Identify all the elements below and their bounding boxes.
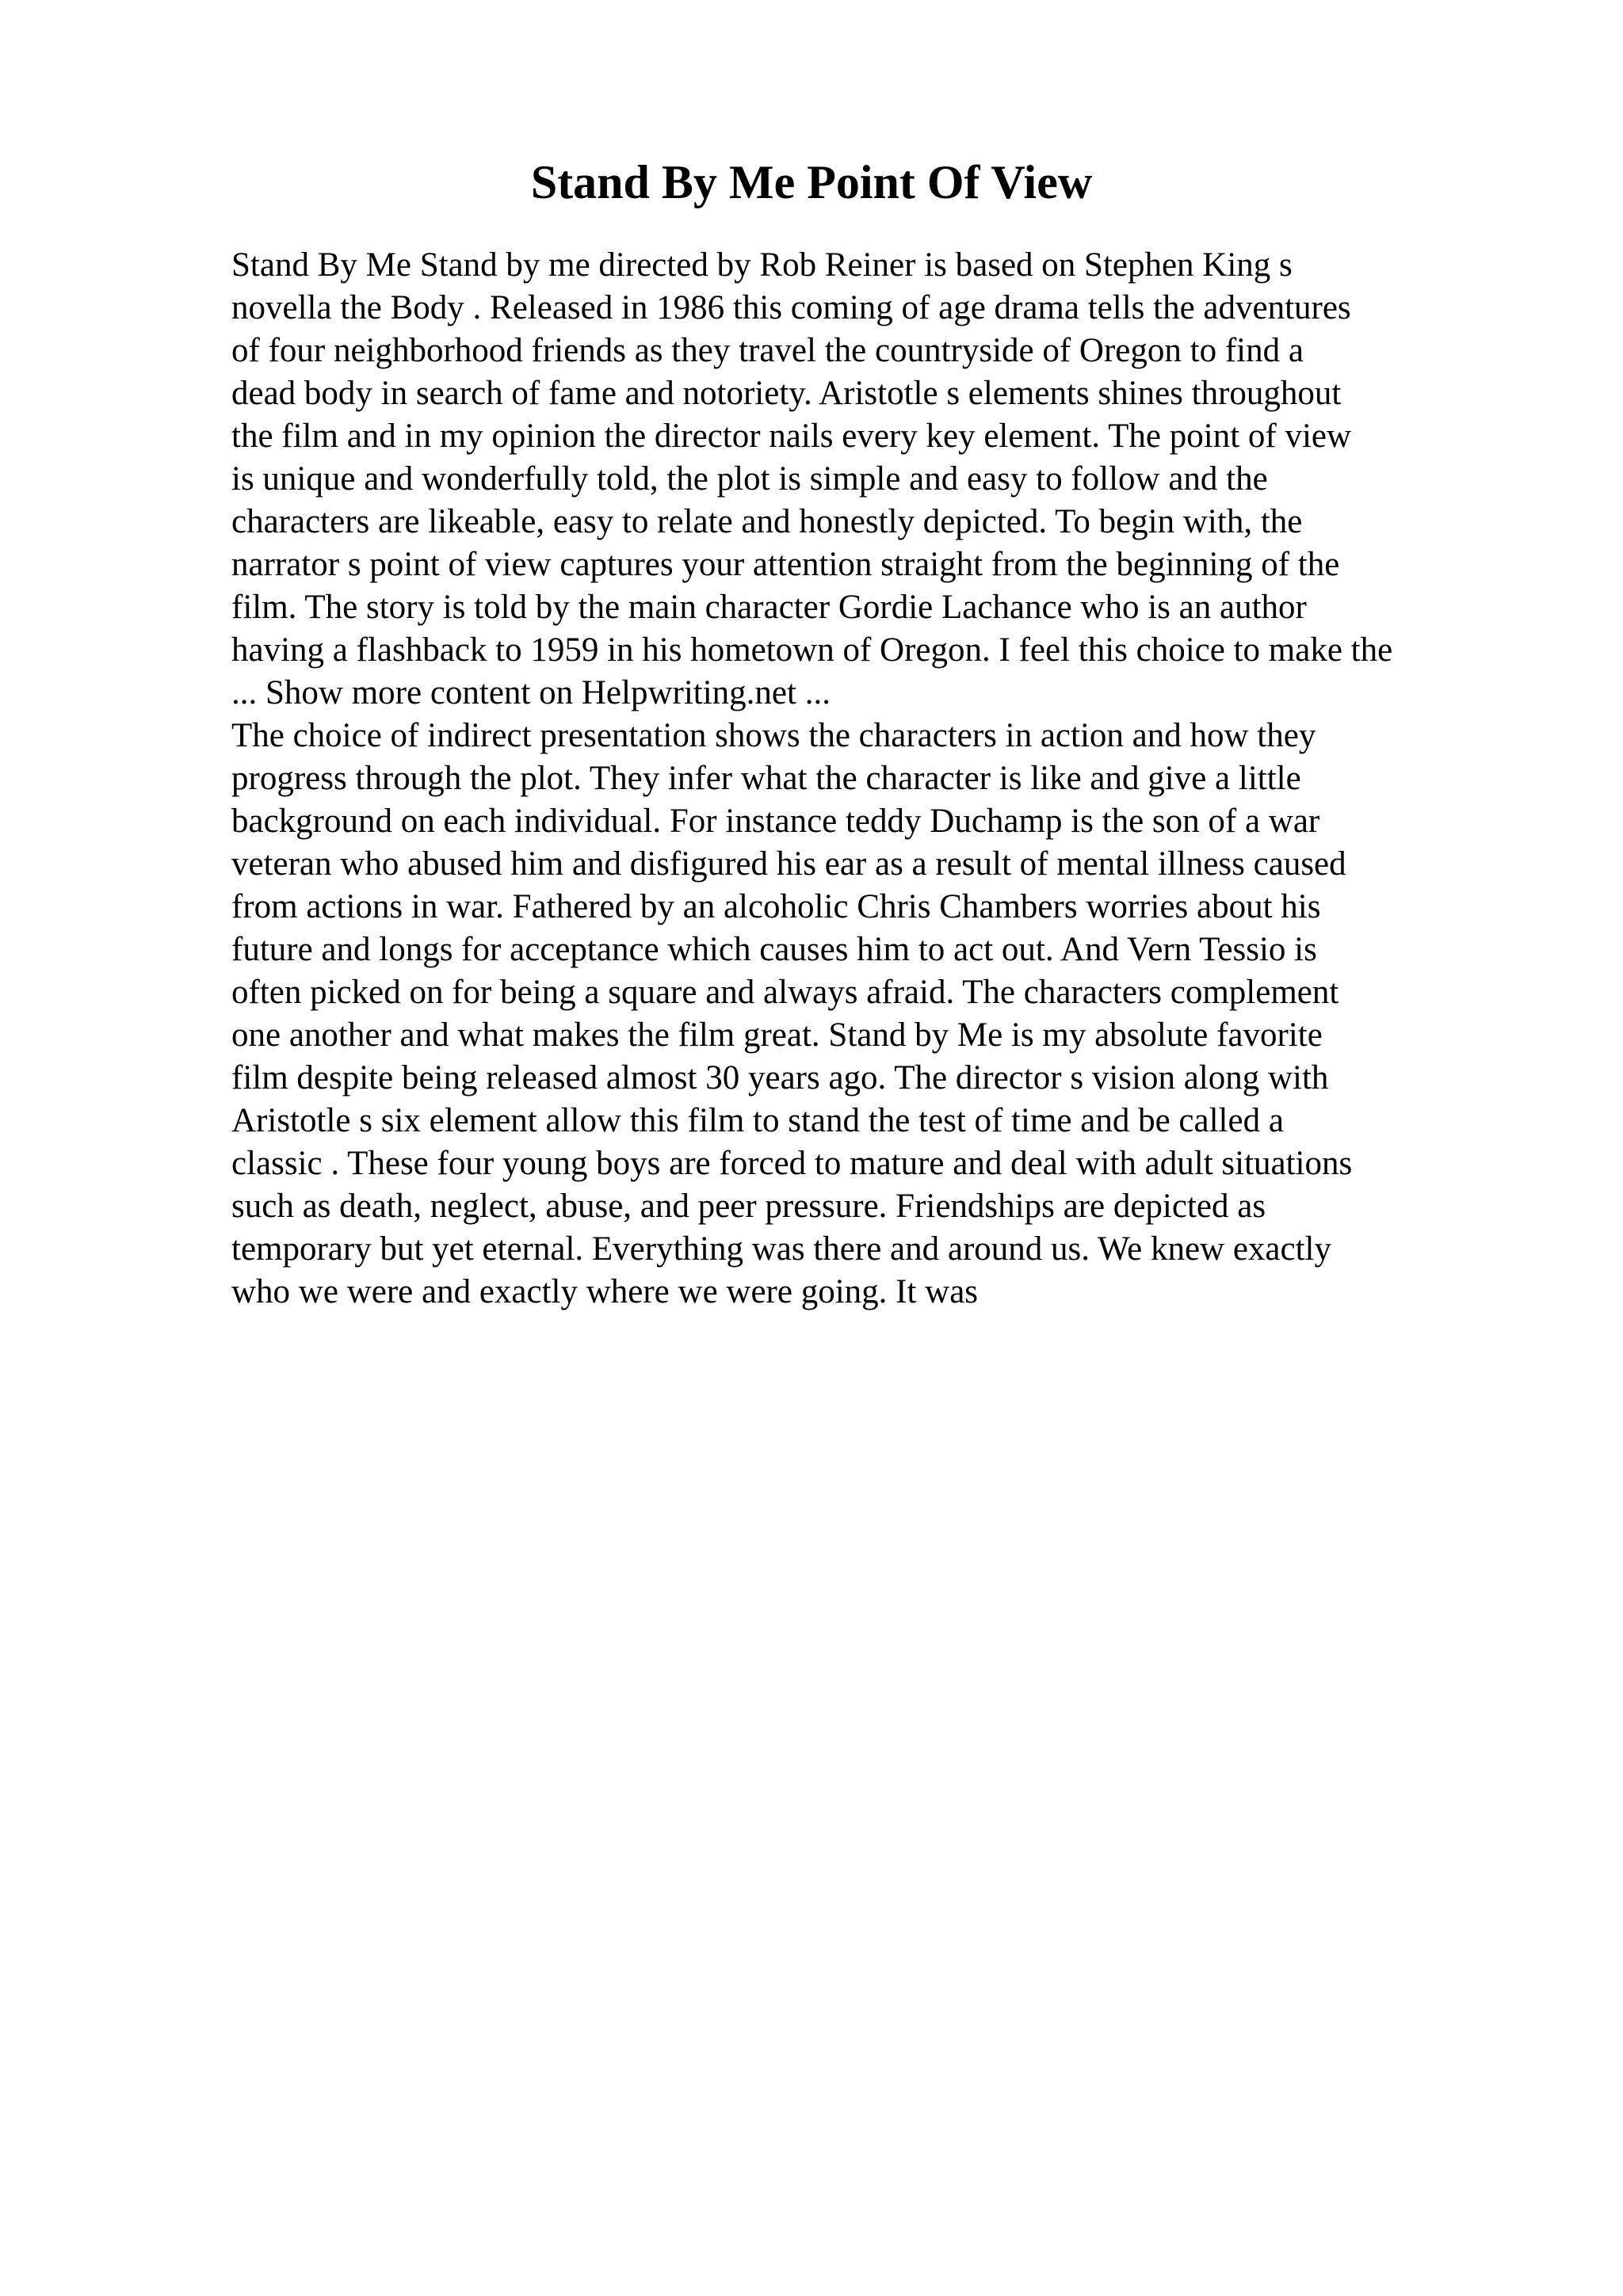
body-line: temporary but yet eternal. Everything was there and around us. We knew exactly (231, 1230, 1331, 1268)
document-title: Stand By Me Point Of View (530, 156, 1093, 208)
body-line: veteran who abused him and disfigured his ear as a result of mental illness caused (231, 845, 1346, 883)
body-line: is unique and wonderfully told, the plot is simple and easy to follow and the (231, 460, 1268, 498)
body-line: Stand By Me Stand by me directed by Rob Reiner is based on Stephen King s (231, 246, 1293, 284)
body-line: such as death, neglect, abuse, and peer pressure. Friendships are depicted as (231, 1188, 1266, 1225)
body-line: who we were and exactly where we were going. It was (231, 1273, 979, 1310)
body-line: the film and in my opinion the director nails every key element. The point of view (231, 418, 1352, 455)
body-line: characters are likeable, easy to relate and honestly depicted. To begin with, the (231, 503, 1303, 540)
body-line: from actions in war. Fathered by an alcoholic Chris Chambers worries about his (231, 888, 1321, 925)
body-line: Aristotle s six element allow this film to stand the test of time and be called a (231, 1102, 1284, 1139)
body-line: classic . These four young boys are forced to mature and deal with adult situations (231, 1145, 1353, 1182)
body-line: The choice of indirect presentation shows the characters in action and how they (231, 717, 1316, 754)
body-line: having a flashback to 1959 in his hometown of Oregon. I feel this choice to make the (231, 631, 1393, 669)
document-body (231, 244, 1515, 1314)
body-line: narrator s point of view captures your attention straight from the beginning of the (231, 546, 1340, 583)
body-line: often picked on for being a square and always afraid. The characters complement (231, 974, 1339, 1011)
body-line: novella the Body . Released in 1986 this coming of age drama tells the adventures (231, 289, 1351, 326)
show-more-link[interactable]: ... Show more content on Helpwriting.net ... (231, 674, 831, 711)
body-line: progress through the plot. They infer what the character is like and give a little (231, 760, 1301, 797)
body-line: background on each individual. For instance teddy Duchamp is the son of a war (231, 803, 1320, 840)
body-line: one another and what makes the film great. Stand by Me is my absolute favorite (231, 1016, 1323, 1054)
body-line: future and longs for acceptance which causes him to act out. And Vern Tessio is (231, 931, 1317, 968)
body-line: of four neighborhood friends as they travel the countryside of Oregon to find a (231, 332, 1304, 369)
body-line: dead body in search of fame and notoriety. Aristotle s elements shines throughout (231, 375, 1342, 412)
body-line: film. The story is told by the main character Gordie Lachance who is an author (231, 589, 1307, 626)
body-line: film despite being released almost 30 years ago. The director s vision along with (231, 1059, 1329, 1097)
